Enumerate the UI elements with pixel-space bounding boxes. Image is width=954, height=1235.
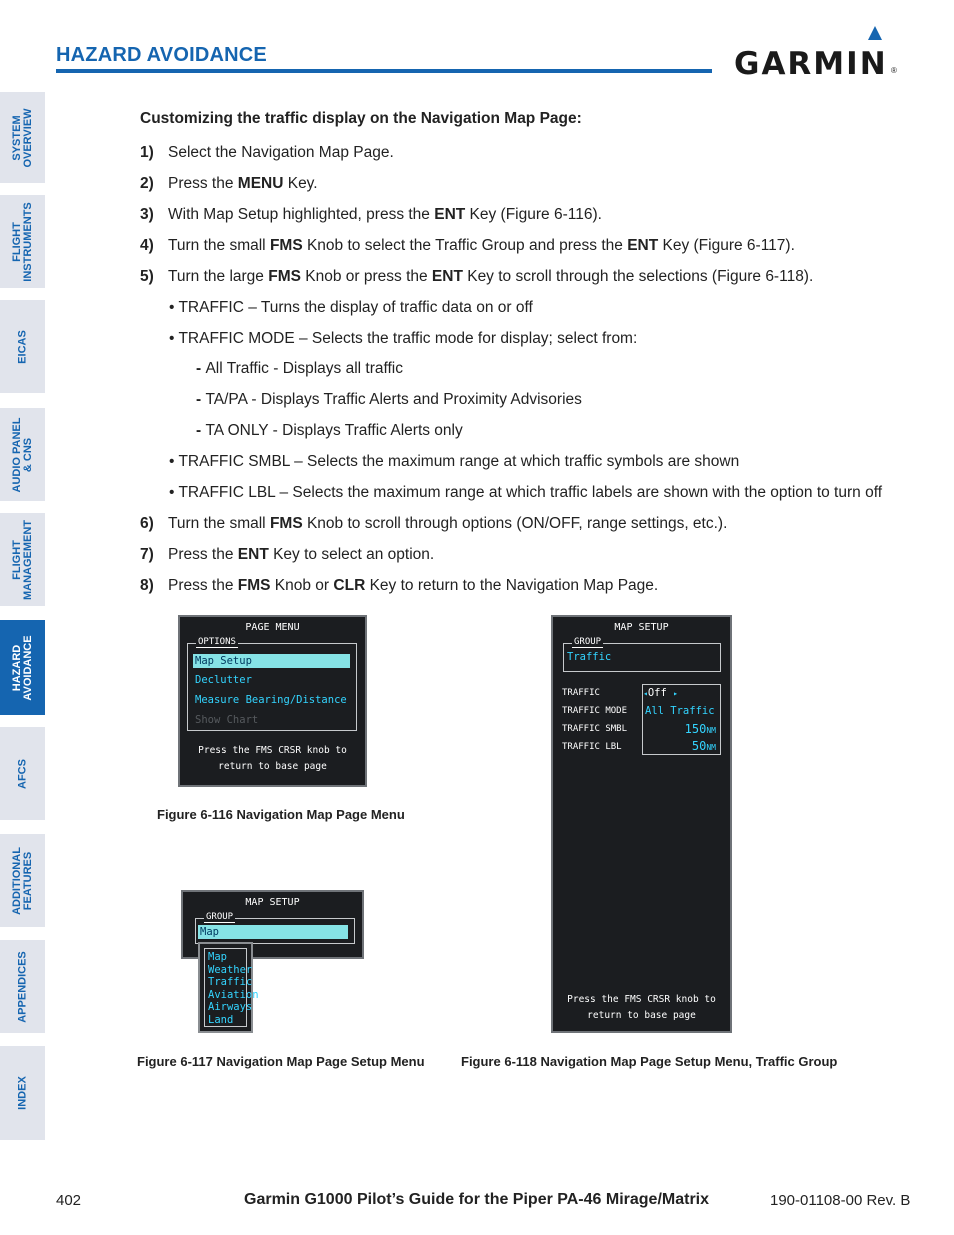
key-name: MENU: [237, 175, 284, 192]
figure-117-caption: Figure 6-117 Navigation Map Page Setup Menu: [137, 1054, 425, 1069]
traffic-lbl-value[interactable]: [692, 739, 716, 753]
option-airways[interactable]: Airways: [208, 1001, 253, 1013]
step-6: [140, 515, 727, 533]
step-text: Key (Figure 6-116).: [465, 206, 602, 223]
key-name: ENT: [434, 206, 466, 223]
step-number: 3): [140, 206, 154, 223]
traffic-value[interactable]: [643, 687, 678, 699]
tab-afcs[interactable]: [0, 727, 45, 820]
tab-audio-panel[interactable]: [0, 408, 45, 501]
mode-text: TA ONLY - Displays Traffic Alerts only: [205, 422, 463, 439]
tab-appendices[interactable]: [0, 940, 45, 1033]
step-number: 7): [140, 546, 154, 563]
step-text: Press the: [168, 546, 238, 563]
traffic-values-box: [642, 684, 721, 755]
note-line: Press the FMS CRSR knob to: [567, 994, 716, 1005]
tab-label: AFCS: [16, 758, 28, 789]
step-text: Key (Figure 6-117).: [658, 237, 795, 254]
procedure-heading: Customizing the traffic display on the Navigation Map Page:: [140, 110, 582, 127]
traffic-setup-screen: [551, 615, 732, 1033]
key-name: ENT: [237, 546, 269, 563]
smbl-unit: NM: [706, 726, 716, 735]
step-text: Press the: [168, 175, 238, 192]
logo-triangle-icon: [868, 26, 882, 40]
doc-number: 190-01108-00 Rev. B: [770, 1192, 911, 1209]
group-value[interactable]: Traffic: [567, 651, 612, 663]
step-4: [140, 237, 795, 255]
mode-text: TA/PA - Displays Traffic Alerts and Proximity Advisories: [205, 391, 582, 408]
dash: -: [196, 360, 206, 377]
bullet-traffic-mode: • TRAFFIC MODE – Selects the traffic mode for display; select from:: [169, 330, 638, 347]
option-land[interactable]: Land: [208, 1013, 234, 1026]
step-text: Select the Navigation Map Page.: [168, 144, 394, 161]
section-title: HAZARD AVOIDANCE: [56, 44, 267, 66]
options-group: [187, 637, 357, 731]
step-number: 8): [140, 577, 154, 594]
tab-label: EICAS: [16, 329, 28, 364]
step-3: [140, 206, 602, 224]
group-label: GROUP: [206, 912, 234, 922]
label-traffic-lbl: TRAFFIC LBL: [562, 742, 622, 752]
bullet-traffic-smbl: • TRAFFIC SMBL – Selects the maximum range at which traffic symbols are shown: [169, 453, 740, 470]
mode-ta-pa: [196, 391, 582, 409]
step-text: Key to select an option.: [268, 546, 435, 563]
note-line: Press the FMS CRSR knob to: [198, 745, 347, 756]
logo-text: GARMIN: [734, 46, 888, 82]
step-number: 1): [140, 144, 154, 161]
step-number: 6): [140, 515, 154, 532]
step-number: 2): [140, 175, 154, 192]
traffic-mode-value[interactable]: All Traffic: [645, 705, 715, 717]
group-selected[interactable]: Map: [198, 925, 348, 939]
tab-label: SYSTEM OVERVIEW: [10, 107, 34, 168]
step-8: [140, 577, 658, 595]
key-name: ENT: [431, 268, 463, 285]
option-weather[interactable]: Weather: [208, 963, 253, 976]
tab-label: INDEX: [16, 1076, 28, 1110]
group-box: [195, 912, 355, 944]
step-1: [140, 144, 394, 162]
note-line: return to base page: [587, 1010, 696, 1021]
screen-title: PAGE MENU: [245, 622, 300, 633]
page-menu-screen: [178, 615, 367, 787]
tab-index[interactable]: [0, 1046, 45, 1140]
mode-ta-only: [196, 422, 463, 440]
step-text: Knob or: [270, 577, 334, 594]
menu-item-show-chart: Show Chart: [195, 714, 259, 726]
step-text: Knob to select the Traffic Group and press the: [302, 237, 628, 254]
step-text: Turn the small: [168, 515, 270, 532]
option-map[interactable]: Map: [208, 951, 227, 963]
traffic-value-text: Off: [647, 687, 667, 699]
option-aviation[interactable]: Aviation: [208, 988, 259, 1001]
tab-label: ADDITIONAL FEATURES: [10, 846, 34, 915]
return-note: [180, 743, 365, 775]
tab-hazard-avoidance[interactable]: [0, 620, 45, 715]
key-name: ENT: [627, 237, 659, 254]
group-dropdown: [198, 942, 259, 1033]
tab-label: FLIGHT INSTRUMENTS: [10, 201, 34, 282]
return-note: [553, 992, 730, 1024]
step-text: Turn the small: [168, 237, 270, 254]
menu-item-measure-bearing[interactable]: Measure Bearing/Distance: [195, 694, 347, 706]
dash: -: [196, 391, 206, 408]
step-2: [140, 175, 318, 193]
step-text: With Map Setup highlighted, press the: [168, 206, 435, 223]
bullet-traffic-lbl: • TRAFFIC LBL – Selects the maximum range at which traffic labels are shown with the option to turn off: [169, 484, 883, 501]
dropdown-list: [204, 948, 259, 1027]
tab-additional-features[interactable]: [0, 834, 45, 927]
page-number: 402: [56, 1192, 82, 1209]
garmin-logo: [734, 26, 898, 82]
key-name: FMS: [269, 237, 303, 254]
note-line: return to base page: [218, 761, 327, 772]
option-traffic[interactable]: Traffic: [208, 976, 253, 988]
step-text: Press the: [168, 577, 238, 594]
dash: -: [196, 422, 206, 439]
step-number: 5): [140, 268, 154, 285]
step-5: [140, 268, 813, 286]
footer-title: Garmin G1000 Pilot’s Guide for the Piper PA-46 Mirage/Matrix: [244, 1191, 710, 1208]
tab-eicas[interactable]: [0, 300, 45, 393]
bullet-traffic: • TRAFFIC – Turns the display of traffic data on or off: [169, 299, 533, 316]
step-text: Key to return to the Navigation Map Page.: [365, 577, 659, 594]
figure-118-caption: Figure 6-118 Navigation Map Page Setup Menu, Traffic Group: [461, 1054, 838, 1069]
smbl-number: 150: [684, 722, 707, 736]
menu-item-map-setup[interactable]: Map Setup: [193, 654, 350, 668]
label-traffic-mode: TRAFFIC MODE: [562, 706, 628, 716]
tab-flight-management[interactable]: [0, 513, 45, 606]
lbl-unit: NM: [706, 743, 716, 752]
header-rule: [56, 69, 712, 73]
step-text: Knob or press the: [300, 268, 432, 285]
group-label: GROUP: [574, 637, 602, 647]
step-number: 4): [140, 237, 154, 254]
tab-system-overview[interactable]: [0, 92, 45, 183]
tab-label: HAZARD AVOIDANCE: [10, 634, 34, 701]
tab-flight-instruments[interactable]: [0, 195, 45, 288]
mode-all-traffic: [196, 360, 403, 378]
tab-label: FLIGHT MANAGEMENT: [10, 519, 34, 600]
screen-title: MAP SETUP: [245, 897, 300, 908]
tab-label: AUDIO PANEL & CNS: [10, 417, 34, 492]
step-7: [140, 546, 434, 564]
step-text: Key to scroll through the selections (Figure 6-118).: [462, 268, 814, 285]
step-text: Key.: [283, 175, 318, 192]
traffic-smbl-value[interactable]: [685, 722, 716, 736]
step-text: Turn the large: [168, 268, 269, 285]
screen-title: MAP SETUP: [614, 622, 669, 633]
logo-registered: ®: [891, 66, 897, 75]
key-name: FMS: [237, 577, 271, 594]
right-arrow-icon: ▸: [673, 689, 678, 698]
figure-116-caption: Figure 6-116 Navigation Map Page Menu: [157, 807, 405, 822]
group-box: [563, 637, 721, 672]
key-name: CLR: [333, 577, 366, 594]
left-arrow-icon: ◂: [643, 689, 648, 698]
lbl-number: 50: [691, 739, 707, 753]
tab-label: APPENDICES: [16, 950, 28, 1023]
menu-item-declutter[interactable]: Declutter: [195, 674, 252, 686]
step-text: Knob to scroll through options (ON/OFF, range settings, etc.).: [302, 515, 728, 532]
group-label: OPTIONS: [198, 637, 236, 647]
label-traffic: TRAFFIC: [562, 688, 600, 698]
label-traffic-smbl: TRAFFIC SMBL: [562, 724, 628, 734]
key-name: FMS: [269, 515, 303, 532]
key-name: FMS: [268, 268, 301, 285]
mode-text: All Traffic - Displays all traffic: [205, 360, 404, 377]
